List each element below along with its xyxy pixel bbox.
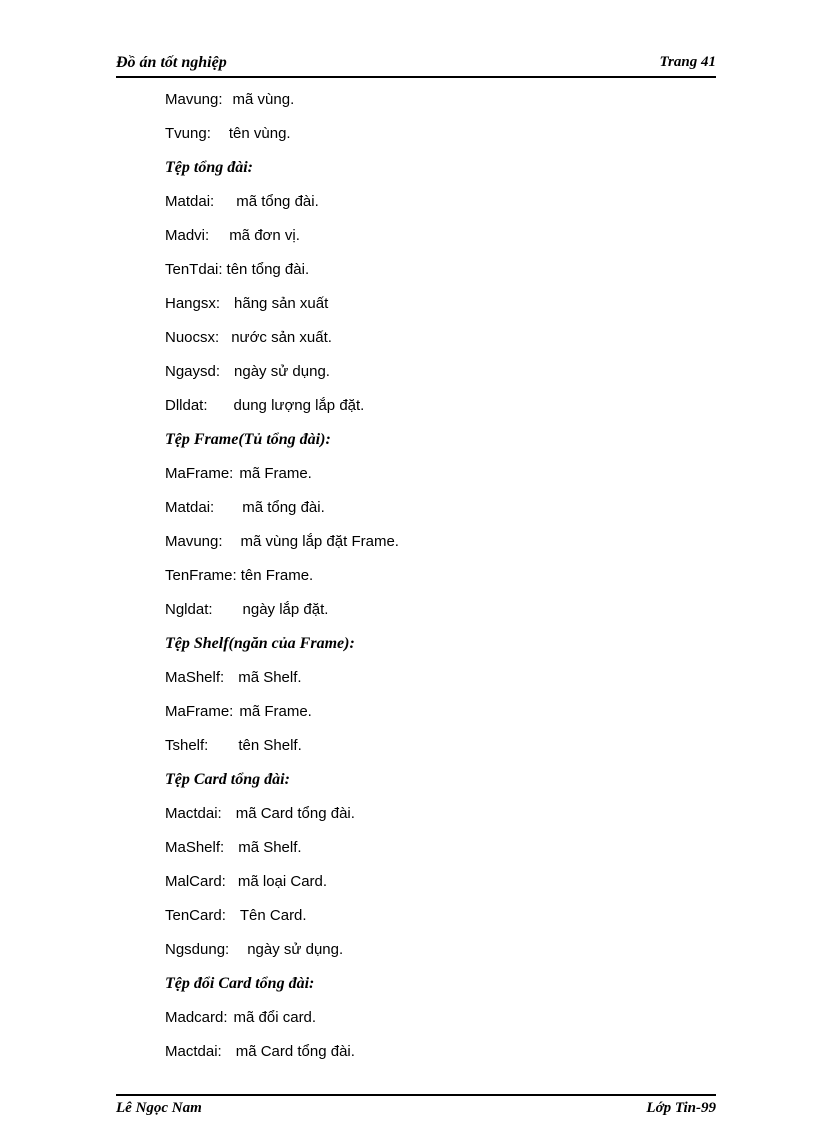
field-description: mã Card tổng đài. <box>235 1043 355 1060</box>
field-definition <box>165 292 725 326</box>
field-description: mã Shelf. <box>238 839 302 856</box>
field-definition <box>165 326 725 360</box>
field-definition <box>165 1040 725 1074</box>
field-description: mã Shelf. <box>238 669 302 686</box>
field-description: mã tổng đài. <box>236 193 319 210</box>
document-body <box>165 88 725 1074</box>
field-definition <box>165 938 725 972</box>
field-name: Matdai: <box>165 193 215 210</box>
field-description: mã tổng đài. <box>242 499 325 516</box>
field-definition <box>165 598 725 632</box>
field-description: tên tổng đài. <box>226 261 310 278</box>
field-definition <box>165 224 725 258</box>
field-definition <box>165 1006 725 1040</box>
field-description: ngày lắp đặt. <box>242 601 329 618</box>
field-description: nước sản xuất. <box>231 329 332 346</box>
field-description: mã loại Card. <box>237 873 328 890</box>
field-name: Dlldat: <box>165 397 208 414</box>
field-definition <box>165 360 725 394</box>
field-name: TenFrame: <box>165 567 237 584</box>
field-name: Tvung: <box>165 125 211 142</box>
field-description: mã Frame. <box>239 465 312 482</box>
page-header <box>116 54 716 78</box>
field-description: ngày sử dụng. <box>234 363 330 380</box>
field-definition <box>165 462 725 496</box>
field-definition <box>165 802 725 836</box>
field-name: Ngaysd: <box>165 363 221 380</box>
footer-class: Lớp Tin-99 <box>646 1100 716 1116</box>
field-definition <box>165 870 725 904</box>
field-name: Mactdai: <box>165 805 222 822</box>
field-description: tên Frame. <box>240 567 314 584</box>
field-name: Matdai: <box>165 499 215 516</box>
field-name: Ngsdung: <box>165 941 230 958</box>
field-definition <box>165 836 725 870</box>
header-page-number: Trang 41 <box>659 54 716 70</box>
field-name: MalCard: <box>165 873 226 890</box>
field-definition <box>165 530 725 564</box>
header-title: Đồ án tốt nghiệp <box>116 54 227 71</box>
field-name: Mactdai: <box>165 1043 222 1060</box>
field-name: Madcard: <box>165 1009 228 1026</box>
field-definition <box>165 394 725 428</box>
field-name: Mavung: <box>165 91 223 108</box>
section-heading: Tệp đổi Card tổng đài: <box>165 975 315 992</box>
section-heading: Tệp Frame(Tủ tổng đài): <box>165 431 331 448</box>
field-description: mã vùng. <box>232 91 295 108</box>
field-description: dung lượng lắp đặt. <box>233 397 365 414</box>
field-name: MaFrame: <box>165 465 234 482</box>
field-description: tên Shelf. <box>238 737 302 754</box>
field-definition <box>165 496 725 530</box>
field-name: MaShelf: <box>165 669 225 686</box>
field-name: Madvi: <box>165 227 210 244</box>
field-definition <box>165 190 725 224</box>
field-definition <box>165 700 725 734</box>
field-description: tên vùng. <box>228 125 291 142</box>
section-heading: Tệp Shelf(ngăn của Frame): <box>165 635 355 652</box>
field-name: MaShelf: <box>165 839 225 856</box>
field-description: mã đơn vị. <box>229 227 300 244</box>
field-description: ngày sử dụng. <box>247 941 344 958</box>
field-definition <box>165 258 725 292</box>
field-definition <box>165 564 725 598</box>
field-definition <box>165 904 725 938</box>
field-name: Nuocsx: <box>165 329 220 346</box>
page-footer <box>116 1094 716 1122</box>
field-definition <box>165 88 725 122</box>
field-description: mã đổi card. <box>233 1009 317 1026</box>
field-description: mã Card tổng đài. <box>235 805 355 822</box>
field-name: TenTdai: <box>165 261 223 278</box>
field-name: Ngldat: <box>165 601 213 618</box>
field-definition <box>165 666 725 700</box>
field-definition <box>165 734 725 768</box>
footer-author: Lê Ngọc Nam <box>116 1100 202 1116</box>
field-name: Mavung: <box>165 533 223 550</box>
field-description: mã Frame. <box>239 703 312 720</box>
section-heading: Tệp Card tổng đài: <box>165 771 290 788</box>
section-heading: Tệp tổng đài: <box>165 159 253 176</box>
field-name: TenCard: <box>165 907 226 924</box>
field-name: Tshelf: <box>165 737 209 754</box>
field-description: Tên Card. <box>239 907 307 924</box>
field-description: mã vùng lắp đặt Frame. <box>240 533 399 550</box>
field-name: Hangsx: <box>165 295 221 312</box>
field-name: MaFrame: <box>165 703 234 720</box>
field-description: hãng sản xuất <box>234 295 329 312</box>
field-definition <box>165 122 725 156</box>
